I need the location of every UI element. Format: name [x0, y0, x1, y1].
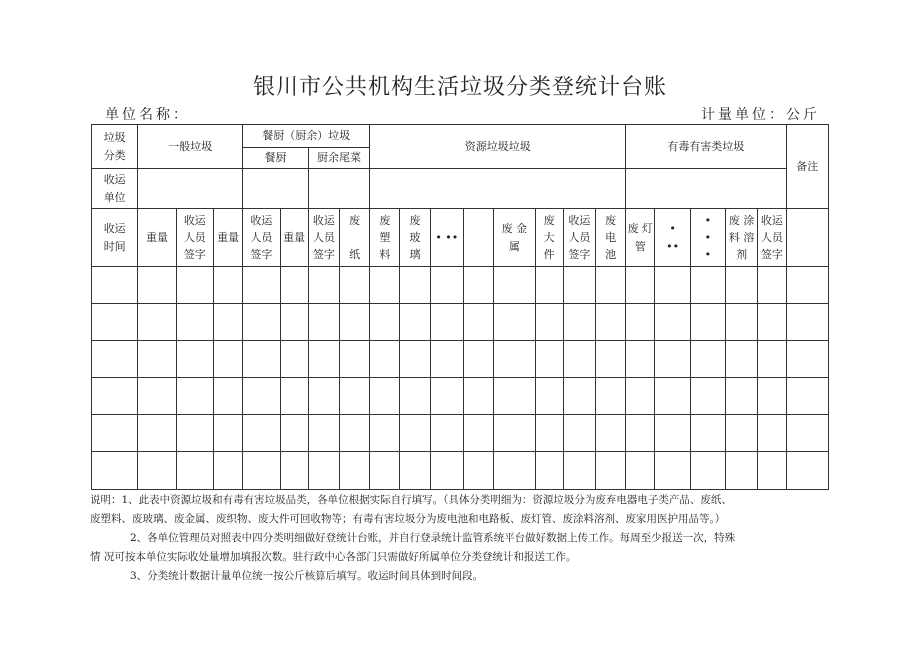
table-cell[interactable] — [595, 304, 625, 341]
table-cell[interactable] — [430, 378, 463, 415]
collection-unit-label: 收运 单位 — [92, 169, 138, 209]
table-cell[interactable] — [535, 341, 563, 378]
table-cell[interactable] — [213, 415, 242, 452]
table-cell[interactable] — [370, 415, 400, 452]
table-cell[interactable] — [626, 415, 655, 452]
recyclable-waste-header: 资源垃圾垃圾 — [370, 125, 626, 169]
table-cell[interactable] — [595, 415, 625, 452]
table-cell[interactable] — [308, 304, 339, 341]
ellipsis-mark: • •• — [430, 209, 463, 267]
table-cell[interactable] — [726, 341, 758, 378]
hazardous-sign-header: 收运 人员 签字 — [758, 209, 786, 267]
waste-glass-header: 废 玻 璃 — [400, 209, 430, 267]
table-cell[interactable] — [563, 267, 595, 304]
kitchen-weight-header: 重量 — [213, 209, 242, 267]
table-cell[interactable] — [400, 378, 430, 415]
waste-metal-header: 废 金 属 — [494, 209, 535, 267]
table-cell[interactable] — [92, 378, 138, 415]
remarks-header: 备注 — [786, 125, 829, 209]
table-cell[interactable] — [726, 378, 758, 415]
hazardous-waste-header: 有毒有害类垃圾 — [626, 125, 786, 169]
table-cell[interactable] — [626, 452, 655, 490]
table-cell[interactable] — [626, 341, 655, 378]
table-cell[interactable] — [339, 341, 369, 378]
hazardous-unit-cell[interactable] — [626, 169, 786, 209]
table-cell[interactable] — [430, 415, 463, 452]
ellipsis-mark: • • • — [690, 209, 725, 267]
note-line: 说明：1、此表中资源垃圾和有毒有害垃圾品类，各单位根据实际自行填写。（具体分类明细为：资源垃圾分为废弃电器电子类产品、废纸、 — [90, 494, 732, 506]
table-cell[interactable] — [535, 415, 563, 452]
table-cell[interactable] — [370, 304, 400, 341]
table-cell[interactable] — [563, 452, 595, 490]
recyclable-unit-cell[interactable] — [370, 169, 626, 209]
kitchen-waste-header: 餐厨（厨余）垃圾 — [243, 125, 370, 148]
table-cell[interactable] — [243, 304, 280, 341]
table-cell[interactable] — [430, 304, 463, 341]
table-cell[interactable] — [138, 452, 176, 490]
table-cell[interactable] — [494, 304, 535, 341]
table-cell[interactable] — [308, 415, 339, 452]
table-cell[interactable] — [400, 304, 430, 341]
table-cell[interactable] — [308, 341, 339, 378]
table-cell[interactable] — [626, 267, 655, 304]
waste-paint-solvent-header: 废 涂 料 溶 剂 — [726, 209, 758, 267]
table-cell[interactable] — [370, 341, 400, 378]
table-row — [92, 378, 829, 415]
kitchen-unit-cell[interactable] — [243, 169, 309, 209]
table-cell[interactable] — [339, 378, 369, 415]
table-cell[interactable] — [176, 378, 213, 415]
table-cell[interactable] — [243, 378, 280, 415]
table-cell[interactable] — [690, 452, 725, 490]
table-cell[interactable] — [626, 304, 655, 341]
table-cell[interactable] — [535, 304, 563, 341]
table-cell[interactable] — [626, 378, 655, 415]
table-cell[interactable] — [726, 304, 758, 341]
table-cell[interactable] — [655, 378, 690, 415]
table-cell[interactable] — [786, 452, 829, 490]
table-cell[interactable] — [655, 341, 690, 378]
table-cell[interactable] — [535, 267, 563, 304]
table-cell[interactable] — [463, 304, 493, 341]
table-cell[interactable] — [280, 415, 308, 452]
waste-lamp-header: 废 灯 管 — [626, 209, 655, 267]
waste-battery-header: 废 电 池 — [595, 209, 625, 267]
table-cell[interactable] — [243, 415, 280, 452]
table-cell[interactable] — [655, 304, 690, 341]
table-cell[interactable] — [370, 267, 400, 304]
table-cell[interactable] — [339, 267, 369, 304]
kitchen-subheader: 餐厨 — [243, 148, 309, 169]
table-cell[interactable] — [92, 452, 138, 490]
unit-name-label: 单位名称： — [105, 107, 190, 123]
table-cell[interactable] — [92, 304, 138, 341]
table-cell[interactable] — [463, 267, 493, 304]
table-cell[interactable] — [308, 267, 339, 304]
table-cell[interactable] — [370, 452, 400, 490]
table-cell[interactable] — [595, 452, 625, 490]
table-cell[interactable] — [243, 452, 280, 490]
general-weight-header: 重量 — [138, 209, 176, 267]
remarks-cell[interactable] — [786, 209, 829, 267]
general-waste-header: 一般垃圾 — [138, 125, 243, 169]
table-cell[interactable] — [655, 452, 690, 490]
table-cell[interactable] — [786, 415, 829, 452]
table-cell[interactable] — [494, 452, 535, 490]
kitchen-sign-header: 收运 人员 签字 — [243, 209, 280, 267]
table-cell[interactable] — [758, 267, 786, 304]
table-cell[interactable] — [595, 341, 625, 378]
table-cell[interactable] — [463, 378, 493, 415]
table-cell[interactable] — [213, 304, 242, 341]
table-row — [92, 267, 829, 304]
table-cell[interactable] — [563, 341, 595, 378]
table-row — [92, 304, 829, 341]
table-cell[interactable] — [213, 452, 242, 490]
table-cell[interactable] — [758, 452, 786, 490]
leftover-weight-header: 重量 — [280, 209, 308, 267]
table-cell[interactable] — [494, 415, 535, 452]
table-cell[interactable] — [213, 341, 242, 378]
table-cell[interactable] — [494, 267, 535, 304]
table-cell[interactable] — [138, 415, 176, 452]
table-cell[interactable] — [213, 267, 242, 304]
blank-header — [463, 209, 493, 267]
table-cell[interactable] — [176, 267, 213, 304]
table-cell[interactable] — [690, 378, 725, 415]
table-cell[interactable] — [690, 415, 725, 452]
table-cell[interactable] — [400, 341, 430, 378]
table-cell[interactable] — [758, 415, 786, 452]
table-cell[interactable] — [138, 341, 176, 378]
general-unit-cell[interactable] — [138, 169, 243, 209]
table-cell[interactable] — [463, 452, 493, 490]
table-cell[interactable] — [563, 304, 595, 341]
table-cell[interactable] — [92, 267, 138, 304]
table-cell[interactable] — [758, 341, 786, 378]
table-cell[interactable] — [494, 378, 535, 415]
table-cell[interactable] — [690, 267, 725, 304]
table-cell[interactable] — [243, 267, 280, 304]
table-cell[interactable] — [786, 378, 829, 415]
table-row — [92, 341, 829, 378]
ledger-table — [91, 124, 829, 490]
table-cell[interactable] — [690, 304, 725, 341]
recyclable-sign-header: 收运 人员 签字 — [563, 209, 595, 267]
table-cell[interactable] — [535, 452, 563, 490]
general-sign-header: 收运 人员 签字 — [176, 209, 213, 267]
table-cell[interactable] — [176, 304, 213, 341]
table-cell[interactable] — [243, 341, 280, 378]
table-cell[interactable] — [339, 415, 369, 452]
table-cell[interactable] — [786, 267, 829, 304]
table-cell[interactable] — [176, 452, 213, 490]
table-cell[interactable] — [726, 267, 758, 304]
ellipsis-mark: • •• — [655, 209, 690, 267]
leftover-subheader: 厨余尾菜 — [308, 148, 369, 169]
table-cell[interactable] — [138, 378, 176, 415]
waste-category-header: 垃圾 分类 — [92, 125, 138, 169]
table-cell[interactable] — [280, 341, 308, 378]
leftover-sign-header: 收运 人员 签字 — [308, 209, 339, 267]
table-cell[interactable] — [339, 452, 369, 490]
waste-paper-header: 废 纸 — [339, 209, 369, 267]
table-cell[interactable] — [494, 341, 535, 378]
waste-plastic-header: 废 塑 料 — [370, 209, 400, 267]
table-cell[interactable] — [463, 415, 493, 452]
table-cell[interactable] — [430, 452, 463, 490]
table-cell[interactable] — [280, 304, 308, 341]
table-cell[interactable] — [430, 267, 463, 304]
table-cell[interactable] — [370, 378, 400, 415]
table-cell[interactable] — [280, 267, 308, 304]
table-cell[interactable] — [400, 415, 430, 452]
table-cell[interactable] — [138, 267, 176, 304]
table-cell[interactable] — [726, 452, 758, 490]
table-cell[interactable] — [726, 415, 758, 452]
table-cell[interactable] — [690, 341, 725, 378]
table-cell[interactable] — [92, 341, 138, 378]
note-line: 废塑料、废玻璃、废金属、废织物、废大件可回收物等；有毒有害垃圾分为废电池和电路板、废灯管、废涂料溶剂、废家用医护用品等。） — [90, 513, 726, 525]
table-cell[interactable] — [535, 378, 563, 415]
table-cell[interactable] — [213, 378, 242, 415]
table-cell[interactable] — [138, 304, 176, 341]
table-cell[interactable] — [758, 378, 786, 415]
table-cell[interactable] — [308, 378, 339, 415]
table-cell[interactable] — [176, 415, 213, 452]
table-cell[interactable] — [339, 304, 369, 341]
note-line: 情 况可按本单位实际收处量增加填报次数。驻行政中心各部门只需做好所属单位分类登统计和报送工作。 — [90, 551, 577, 563]
table-cell[interactable] — [400, 452, 430, 490]
table-cell[interactable] — [655, 415, 690, 452]
table-cell[interactable] — [430, 341, 463, 378]
table-cell[interactable] — [280, 452, 308, 490]
table-cell[interactable] — [563, 378, 595, 415]
table-cell[interactable] — [595, 267, 625, 304]
table-cell[interactable] — [563, 415, 595, 452]
table-row — [92, 415, 829, 452]
leftover-unit-cell[interactable] — [308, 169, 369, 209]
collection-time-label: 收运 时间 — [92, 209, 138, 267]
table-row — [92, 452, 829, 490]
table-cell[interactable] — [176, 341, 213, 378]
table-cell[interactable] — [595, 378, 625, 415]
instructions-notes — [90, 491, 835, 586]
table-cell[interactable] — [400, 267, 430, 304]
table-cell[interactable] — [786, 304, 829, 341]
measurement-unit-label: 计量单位：公斤 — [701, 107, 820, 123]
table-cell[interactable] — [758, 304, 786, 341]
table-cell[interactable] — [92, 415, 138, 452]
table-cell[interactable] — [308, 452, 339, 490]
table-cell[interactable] — [463, 341, 493, 378]
waste-large-item-header: 废 大 件 — [535, 209, 563, 267]
note-line: 3、分类统计数据计量单位统一按公斤核算后填写。收运时间具体到时间段。 — [130, 570, 484, 582]
page-title: 银川市公共机构生活垃圾分类登统计台账 — [252, 75, 667, 100]
note-line: 2、各单位管理员对照表中四分类明细做好登统计台账，并自行登录统计监管系统平台做好数据上传工作。每周至少报送一次，特殊 — [130, 532, 736, 544]
table-cell[interactable] — [280, 378, 308, 415]
table-cell[interactable] — [786, 341, 829, 378]
table-cell[interactable] — [655, 267, 690, 304]
